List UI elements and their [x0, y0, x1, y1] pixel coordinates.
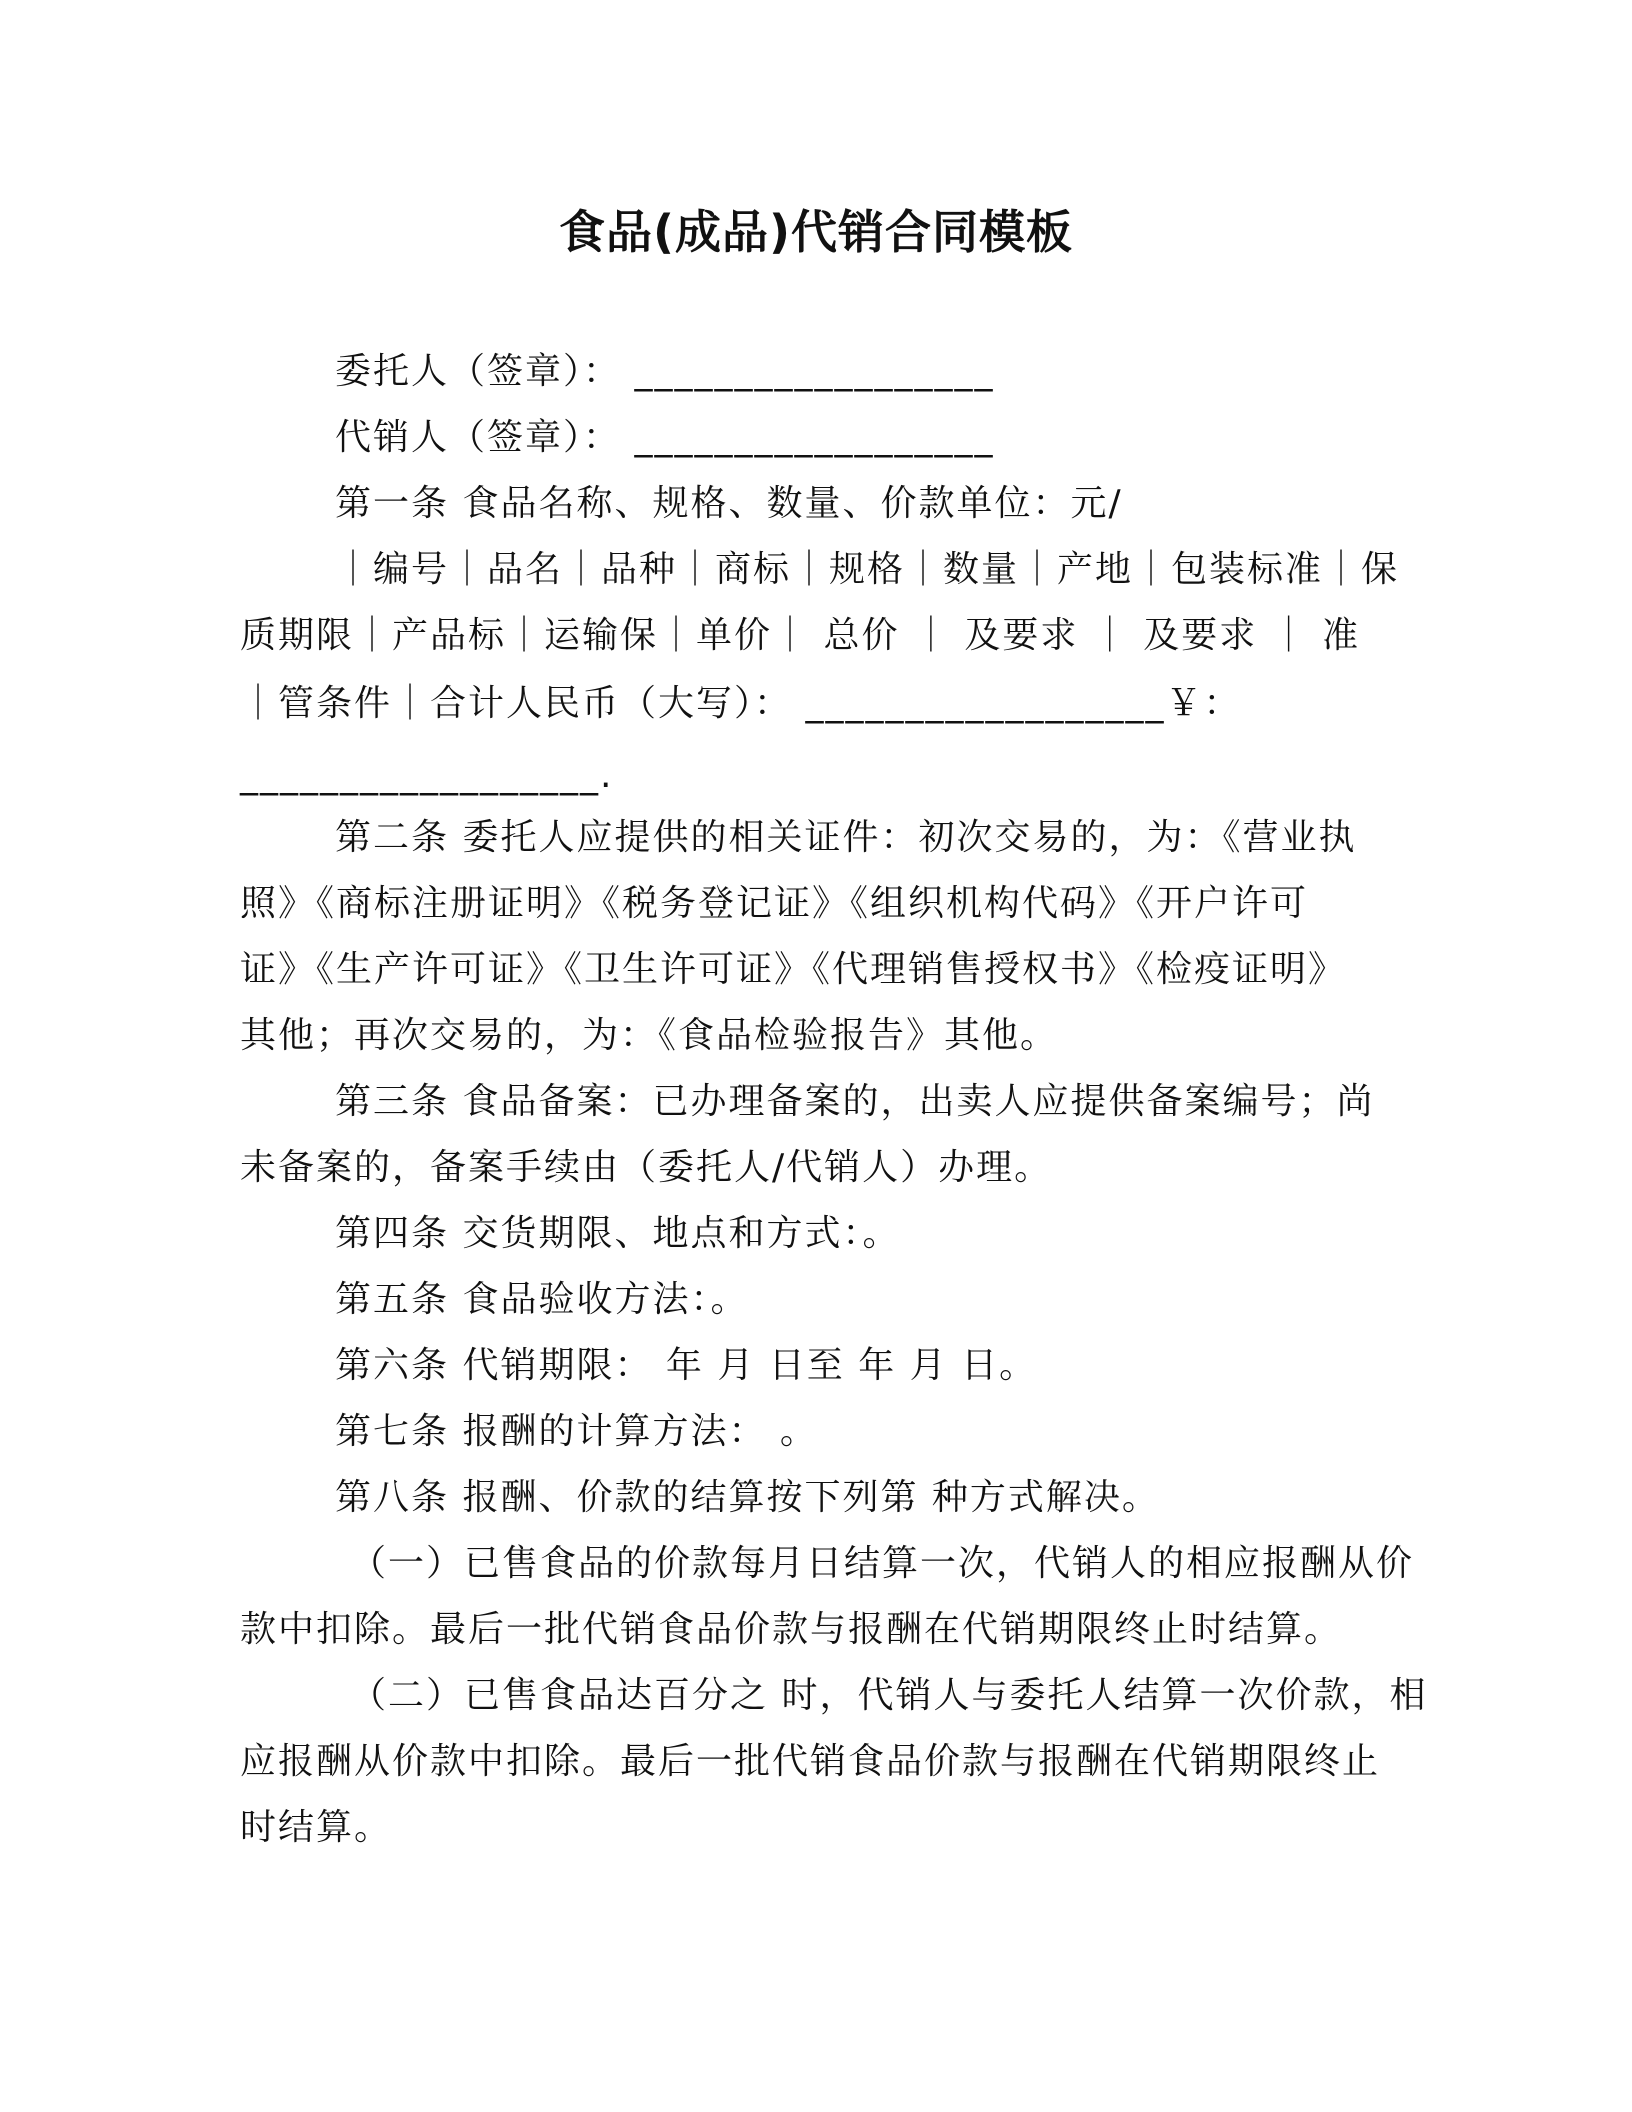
article-6: 第六条 代销期限： 年 月 日至 年 月 日。: [335, 1345, 1038, 1386]
document-title: 食品(成品)代销合同模板: [558, 205, 1074, 259]
article-1-total-line: __________________.: [240, 755, 614, 796]
article-2-line-1: 第二条 委托人应提供的相关证件：初次交易的，为：《营业执: [335, 817, 1357, 858]
article-7: 第七条 报酬的计算方法： 。: [335, 1411, 818, 1452]
option-2-line-2: 应报酬从价款中扣除。最后一批代销食品价款与报酬在代销期限终止: [240, 1741, 1381, 1782]
agent-signature-line: 代销人（签章）： __________________: [335, 417, 995, 458]
article-2-line-3: 证》《生产许可证》《卫生许可证》《代理销售授权书》《检疫证明》: [240, 949, 1347, 990]
option-1-line-2: 款中扣除。最后一批代销食品价款与报酬在代销期限终止时结算。: [240, 1609, 1343, 1650]
option-1-line-1: （一）已售食品的价款每月日结算一次，代销人的相应报酬从价: [350, 1543, 1415, 1584]
article-2-line-2: 照》《商标注册证明》《税务登记证》《组织机构代码》《开户许可: [240, 883, 1309, 924]
option-2-line-1: （二）已售食品达百分之 时，代销人与委托人结算一次价款，相: [350, 1675, 1428, 1716]
article-8: 第八条 报酬、价款的结算按下列第 种方式解决。: [335, 1477, 1160, 1518]
article-1-table-line-3: ｜管条件｜合计人民币（大写）： __________________￥：: [240, 683, 1242, 724]
article-1-table-line-2: 质期限｜产品标｜运输保｜单价｜ 总价 ｜ 及要求 ｜ 及要求 ｜ 准: [240, 615, 1361, 656]
article-5: 第五条 食品验收方法：。: [335, 1279, 749, 1320]
article-2-line-4: 其他；再次交易的，为：《食品检验报告》其他。: [240, 1015, 1059, 1056]
option-2-line-3: 时结算。: [240, 1807, 393, 1848]
article-4: 第四条 交货期限、地点和方式：。: [335, 1213, 901, 1254]
article-3-line-1: 第三条 食品备案：已办理备案的，出卖人应提供备案编号；尚: [335, 1081, 1375, 1122]
article-3-line-2: 未备案的，备案手续由（委托人/代销人）办理。: [240, 1147, 1053, 1188]
article-1-table-line-1: ｜编号｜品名｜品种｜商标｜规格｜数量｜产地｜包装标准｜保: [335, 549, 1400, 590]
article-1-heading: 第一条 食品名称、规格、数量、价款单位：元/: [335, 483, 1123, 524]
client-signature-line: 委托人（签章）： __________________: [335, 351, 995, 392]
